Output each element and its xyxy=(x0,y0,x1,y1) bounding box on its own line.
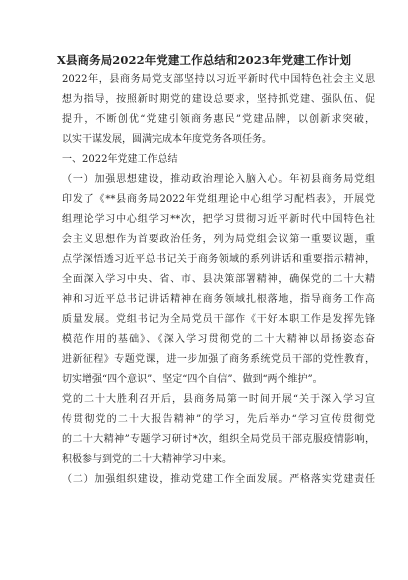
paragraph-line: 传贯彻党的二十大报告精神”的学习，先后举办“学习宣传贯彻党 xyxy=(62,414,375,425)
paragraph-line: 提升，不断创优“党建引领商务惠民”党建品牌，以创新求突破， xyxy=(62,114,375,125)
paragraph-line: 以实干谋发展，圆满完成本年度党务各项任务。 xyxy=(62,134,272,145)
paragraph-line: 想为指导，按照新时期党的建设总要求，坚持抓党建、强队伍、促 xyxy=(62,94,375,105)
paragraph-line: 全面深入学习中央、省、市、县决策部署精神，确保党的二十大精 xyxy=(62,274,375,285)
paragraph-line: 2022年，县商务局党支部坚持以习近平新时代中国特色社会主义思 xyxy=(62,74,375,85)
paragraph-line: 积极参与到党的二十大精神学习中来。 xyxy=(62,454,232,465)
paragraph-line: 神和习近平总书记讲话精神在商务领域扎根落地，指导商务工作高 xyxy=(62,294,375,305)
paragraph-line: 质量发展。党组书记为全局党员干部作《干好本职工作是发挥先锋 xyxy=(62,314,375,325)
paragraph-line: 点学深悟透习近平总书记关于商务领域的系列讲话和重要指示精神， xyxy=(62,254,375,265)
paragraph-line: 党的二十大胜利召开后，县商务局第一时间开展“关于深入学习宣 xyxy=(62,394,375,405)
section-heading: 一、2022年党建工作总结 xyxy=(62,154,178,165)
paragraph-line: （一）加强思想建设，推动政治理论入脑入心。年初县商务局党组 xyxy=(62,174,375,185)
document-title: X县商务局2022年党建工作总结和2023年党建工作计划 xyxy=(56,53,352,67)
paragraph-line: 模范作用的基础》、《深入学习贯彻党的二十大精神以昂扬姿态奋 xyxy=(62,334,375,345)
paragraph-line: （二）加强组织建设，推动党建工作全面发展。严格落实党建责任 xyxy=(62,474,375,485)
paragraph-line: 的二十大精神”专题学习研讨*次，组织全局党员干部克服疫情影响， xyxy=(62,434,375,445)
paragraph-line: 会主义思想作为首要政治任务，列为局党组会议第一重要议题，重 xyxy=(62,234,375,245)
paragraph-line: 进新征程》专题党课，进一步加强了商务系统党员干部的党性教育， xyxy=(62,354,375,365)
paragraph-line: 印发了《**县商务局2022年党组理论中心组学习配档表》，开展党 xyxy=(62,194,375,205)
paragraph-line: 切实增强“四个意识”、坚定“四个自信”、做到“两个维护”。 xyxy=(62,374,323,385)
paragraph-line: 组理论学习中心组学习**次，把学习贯彻习近平新时代中国特色社 xyxy=(62,214,375,225)
